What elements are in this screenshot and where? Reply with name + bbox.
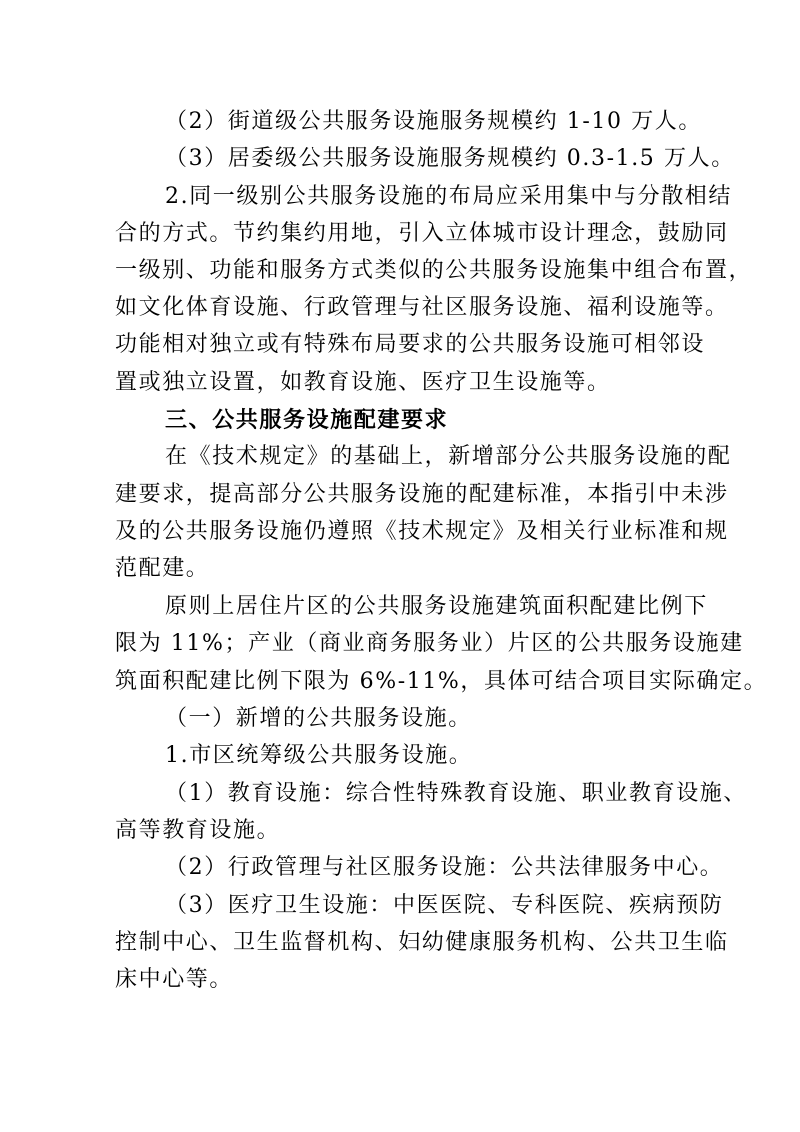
paragraph-line: 合的方式。节约集约用地，引入立体城市设计理念，鼓励同 [115, 221, 729, 246]
paragraph-line: 功能相对独立或有特殊布局要求的公共服务设施可相邻设 [115, 332, 706, 357]
paragraph-line: 高等教育设施。 [115, 818, 281, 843]
paragraph-line: （1）教育设施：综合性特殊教育设施、职业教育设施、 [165, 781, 747, 806]
paragraph-line: 及的公共服务设施仍遵照《技术规定》及相关行业标准和规 [115, 519, 729, 544]
paragraph-line: 原则上居住片区的公共服务设施建筑面积配建比例下 [165, 594, 708, 619]
paragraph-line: 一级别、功能和服务方式类似的公共服务设施集中组合布置， [115, 258, 753, 283]
paragraph-line: （2）街道级公共服务设施服务规模约 1-10 万人。 [165, 109, 703, 134]
paragraph-line: 床中心等。 [115, 967, 234, 992]
paragraph-line: 1.市区统筹级公共服务设施。 [165, 743, 473, 768]
section-heading: 三、公共服务设施配建要求 [165, 407, 449, 433]
paragraph-line: 如文化体育设施、行政管理与社区服务设施、福利设施等。 [115, 295, 729, 320]
paragraph-line: 筑面积配建比例下限为 6%-11%，具体可结合项目实际确定。 [115, 669, 768, 694]
paragraph-line: （2）行政管理与社区服务设施：公共法律服务中心。 [165, 855, 724, 880]
paragraph-line: 在《技术规定》的基础上，新增部分公共服务设施的配 [165, 444, 732, 469]
paragraph-line: （3）医疗卫生设施：中医医院、专科医院、疾病预防 [165, 893, 724, 918]
paragraph-line: 范配建。 [115, 556, 210, 581]
subsection-heading: （一）新增的公共服务设施。 [165, 706, 472, 731]
paragraph-line: （3）居委级公共服务设施服务规模约 0.3-1.5 万人。 [165, 146, 735, 171]
paragraph-line: 置或独立设置，如教育设施、医疗卫生设施等。 [115, 370, 611, 395]
paragraph-line: 2.同一级别公共服务设施的布局应采用集中与分散相结 [165, 184, 732, 209]
paragraph-line: 建要求，提高部分公共服务设施的配建标准，本指引中未涉 [115, 482, 729, 507]
paragraph-line: 控制中心、卫生监督机构、妇幼健康服务机构、公共卫生临 [115, 930, 729, 955]
paragraph-line: 限为 11%；产业（商业商务服务业）片区的公共服务设施建 [115, 631, 744, 656]
